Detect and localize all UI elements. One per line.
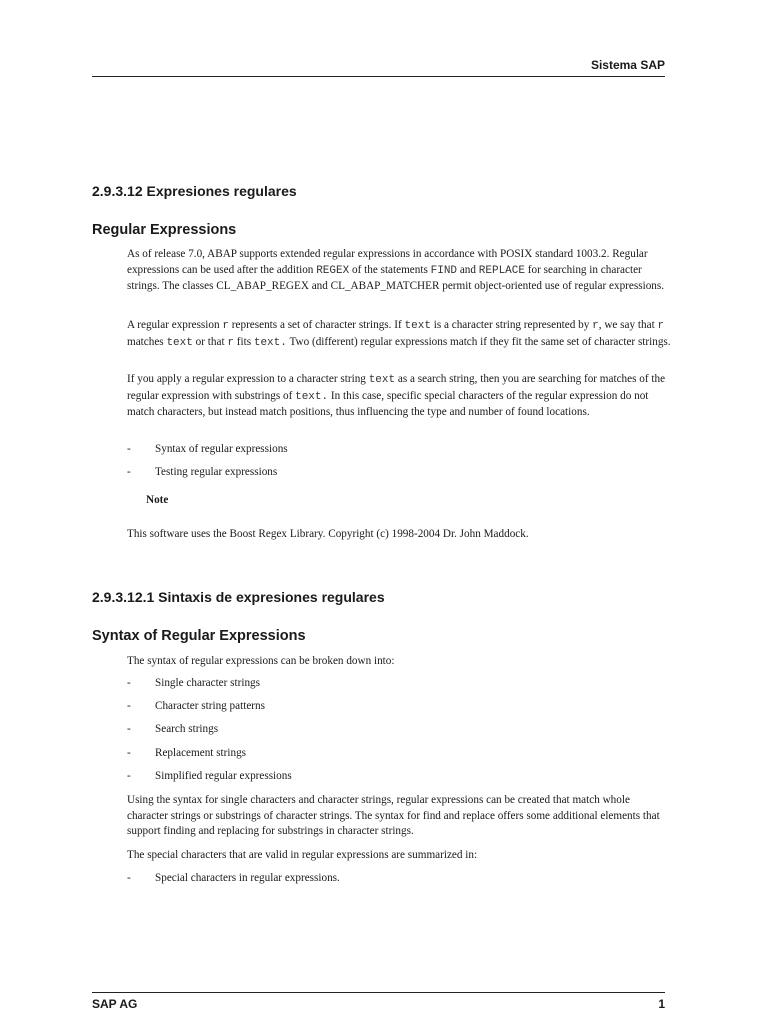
subsection-heading-english: Syntax of Regular Expressions xyxy=(92,628,306,644)
paragraph-definition: A regular expression r represents a set of character strings. If text is a character string represented by r, we say that r matches text or that r fits text. Two (different) regular expressions match if they fit the same set of character strings. xyxy=(127,319,671,349)
page-header xyxy=(92,56,665,77)
syntax-intro: The syntax of regular expressions can be broken down into: xyxy=(127,655,395,667)
paragraph-release: As of release 7.0, ABAP supports extended regular expressions in accordance with POSIX standard 1003.2. Regular expressions can be used after the addition REGEX of the statements FIND and REPLACE for searching in character strings. The classes CL_ABAP_REGEX and CL_ABAP_MATCHER permit object-oriented use of regular expressions. xyxy=(127,248,665,292)
syntax-paragraph: Using the syntax for single characters and character strings, regular expressions can be created that match whole character strings or substrings of character strings. The syntax for find and replace offers some additional elements that support finding and replacing for substrings in character strings. xyxy=(127,794,660,837)
header-label: Sistema SAP xyxy=(590,58,665,72)
paragraph-search: If you apply a regular expression to a character string text as a search string, then you are searching for matches of the regular expression with substrings of text. In this case, specific special characters of the regular expression do not match characters, but instead match positions, thus influencing the type and number of found locations. xyxy=(127,373,666,418)
page-number: 1 xyxy=(658,997,665,1011)
section-heading-spanish: 2.9.3.12 Expresiones regulares xyxy=(92,183,297,199)
code-find: FIND xyxy=(430,264,458,277)
code-regex: REGEX xyxy=(316,264,350,277)
special-characters-intro: The special characters that are valid in regular expressions are summarized in: xyxy=(127,849,478,861)
subsection-heading-spanish: 2.9.3.12.1 Sintaxis de expresiones regulares xyxy=(92,589,385,605)
footer-company: SAP AG xyxy=(92,997,138,1011)
page-footer xyxy=(92,992,665,1015)
section-heading-english: Regular Expressions xyxy=(92,222,237,238)
code-replace: REPLACE xyxy=(478,264,525,277)
note-label: Note xyxy=(146,494,169,506)
note-text: This software uses the Boost Regex Library. Copyright (c) 1998-2004 Dr. John Maddock. xyxy=(127,528,529,540)
